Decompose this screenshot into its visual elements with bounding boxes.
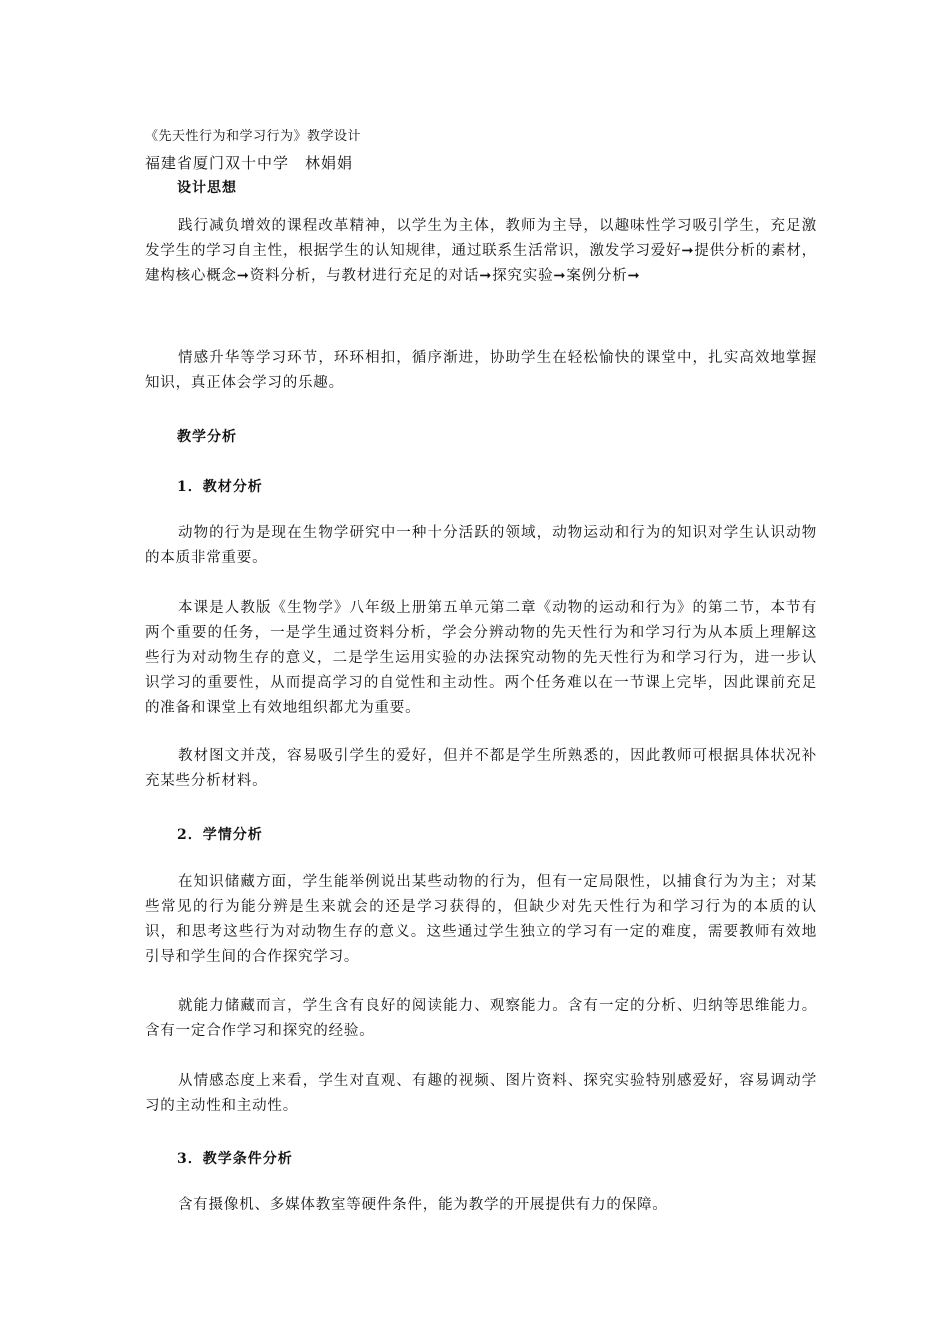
- heading-design-idea: 设计思想: [177, 180, 237, 196]
- heading-teaching-analysis: 教学分析: [177, 429, 237, 445]
- paragraph-student-3: 从情感态度上来看，学生对直观、有趣的视频、图片资料、探究实验特别感爱好，容易调动学习的主动性和主动性。: [145, 1073, 817, 1114]
- author-line: 福建省厦门双十中学 林娟娟: [145, 154, 354, 172]
- heading-material-analysis: 1．教材分析: [177, 479, 263, 495]
- heading-condition-analysis: 3．教学条件分析: [177, 1151, 293, 1167]
- document-title: 《先天性行为和学习行为》教学设计: [145, 129, 362, 144]
- paragraph-student-2: 就能力储藏而言，学生含有良好的阅读能力、观察能力。含有一定的分析、归纳等思维能力。含有一定合作学习和探究的经验。: [145, 998, 817, 1039]
- paragraph-material-2: 本课是人教版《生物学》八年级上册第五单元第二章《动物的运动和行为》的第二节，本节有两个重要的任务，一是学生通过资料分析，学会分辨动物的先天性行为和学习行为从本质上理解这些行为对动物生存的意义，二是学生运用实验的办法探究动物的先天性行为和学习行为，进一步认识学习的重要性，从而提高学习的自觉性和主动性。两个任务难以在一节课上完毕，因此课前充足的准备和课堂上有效地组织都尤为重要。: [145, 600, 817, 716]
- paragraph-student-1: 在知识储藏方面，学生能举例说出某些动物的行为，但有一定局限性，以捕食行为为主；对某些常见的行为能分辨是生来就会的还是学习获得的，但缺少对先天性行为和学习行为的本质的认识，和思考这些行为对动物生存的意义。这些通过学生独立的学习有一定的难度，需要教师有效地引导和学生间的合作探究学习。: [145, 874, 817, 965]
- paragraph-material-1: 动物的行为是现在生物学研究中一种十分活跃的领域，动物运动和行为的知识对学生认识动物的本质非常重要。: [145, 525, 817, 566]
- paragraph-design-idea-2: 情感升华等学习环节，环环相扣，循序渐进，协助学生在轻松愉快的课堂中，扎实高效地掌握知识，真正体会学习的乐趣。: [145, 350, 817, 391]
- heading-student-analysis: 2．学情分析: [177, 827, 263, 843]
- paragraph-condition-1: 含有摄像机、多媒体教室等硬件条件，能为教学的开展提供有力的保障。: [178, 1197, 668, 1213]
- paragraph-material-3: 教材图文并茂，容易吸引学生的爱好，但并不都是学生所熟悉的，因此教师可根据具体状况补充某些分析材料。: [145, 748, 817, 789]
- paragraph-design-idea-1: 践行减负增效的课程改革精神，以学生为主体，教师为主导，以趣味性学习吸引学生，充足激发学生的学习自主性，根据学生的认知规律，通过联系生活常识，激发学习爱好➞提供分析的素材，建构核心概念➞资料分析，与教材进行充足的对话➞探究实验➞案例分析➞: [145, 218, 817, 284]
